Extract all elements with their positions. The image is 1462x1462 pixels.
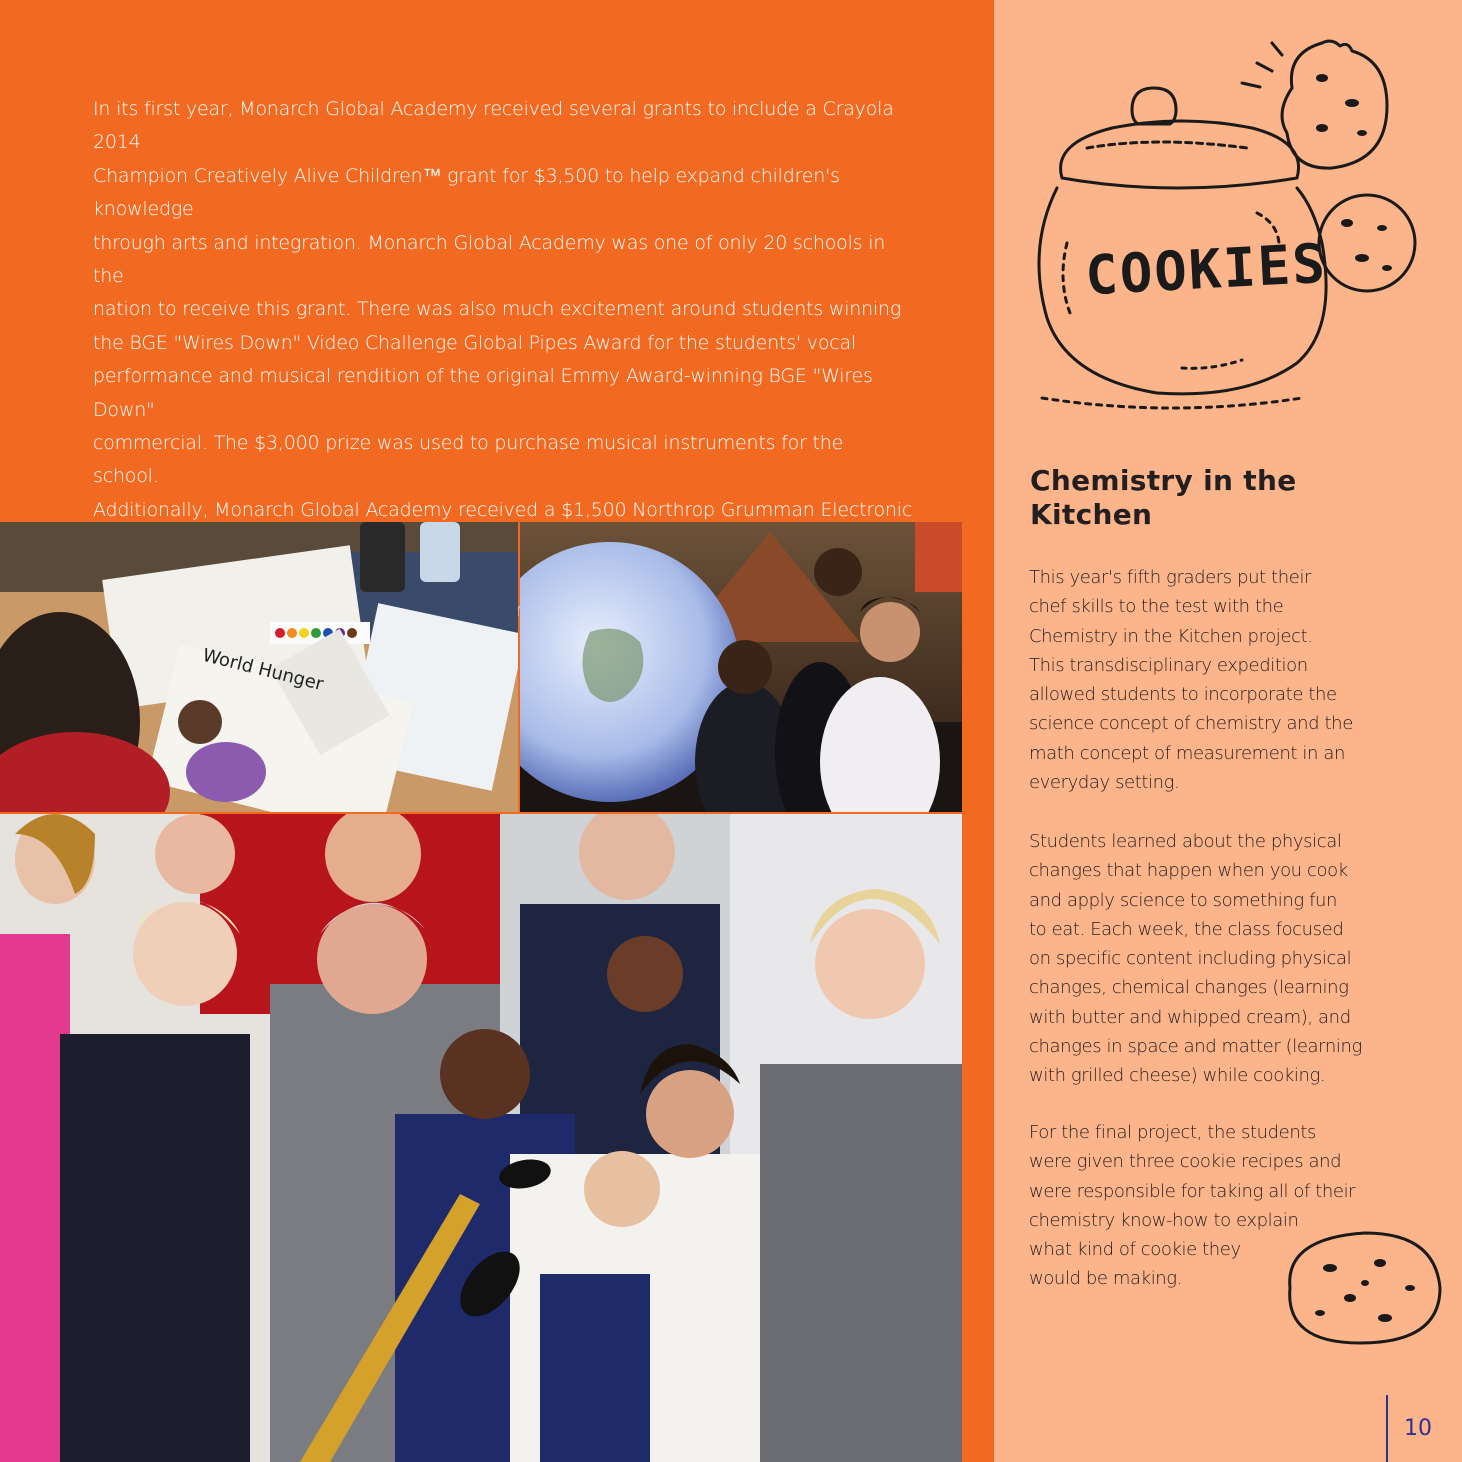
page-number: 10 xyxy=(1404,1416,1432,1441)
cookie-jar-illustration xyxy=(1022,28,1432,418)
page-number-divider xyxy=(1386,1395,1388,1462)
intro-paragraph: In its first year, Monarch Global Academy received several grants to include a Crayola 2014 Champion Creatively Alive Children™ grant for $3,500 to help expand children's knowledge through arts and integration. Monarch Global Academy was one of only 20 schools in the nation to receive this grant. There was also much excitement around students winning the BGE "Wires Down" Video Challenge Global Pipes Award for the students' vocal performance and musical rendition of the original Emmy Award-winning BGE "Wires Down" commercial. The $3,000 prize was used to purchase musical instruments for the school. Additionally, Monarch Global Academy received a $1,500 Northrop Grumman Electronic xyxy=(93,98,913,521)
section-heading: Chemistry in the Kitchen xyxy=(1030,464,1297,531)
photo-students-painting xyxy=(0,522,518,812)
cookie-illustration xyxy=(1280,1228,1445,1348)
photo-students-globe xyxy=(520,522,962,812)
body-paragraph-3: For the final project, the students were given three cookie recipes and were responsible for taking all of their chemistry know-how to explain what kind of cookie they would be making. xyxy=(1029,1122,1356,1290)
body-paragraph-2: Students learned about the physical changes that happen when you cook and apply science to something fun to eat. Each week, the class focused on specific content including physical changes, chemical changes (learning with butter and whipped cream), and changes in space and matter (learning with grilled cheese) while cooking. xyxy=(1029,831,1362,1087)
art-caption: World Hunger xyxy=(200,644,326,696)
jar-label: COOKIES xyxy=(1083,231,1329,308)
photo-ribbon-cutting xyxy=(0,814,962,1462)
body-paragraph-1: This year's fifth graders put their chef skills to the test with the Chemistry in the Kitchen project. This transdisciplinary expedition allowed students to incorporate the science concept of chemistry and the math concept of measurement in an everyday setting. xyxy=(1029,567,1353,794)
